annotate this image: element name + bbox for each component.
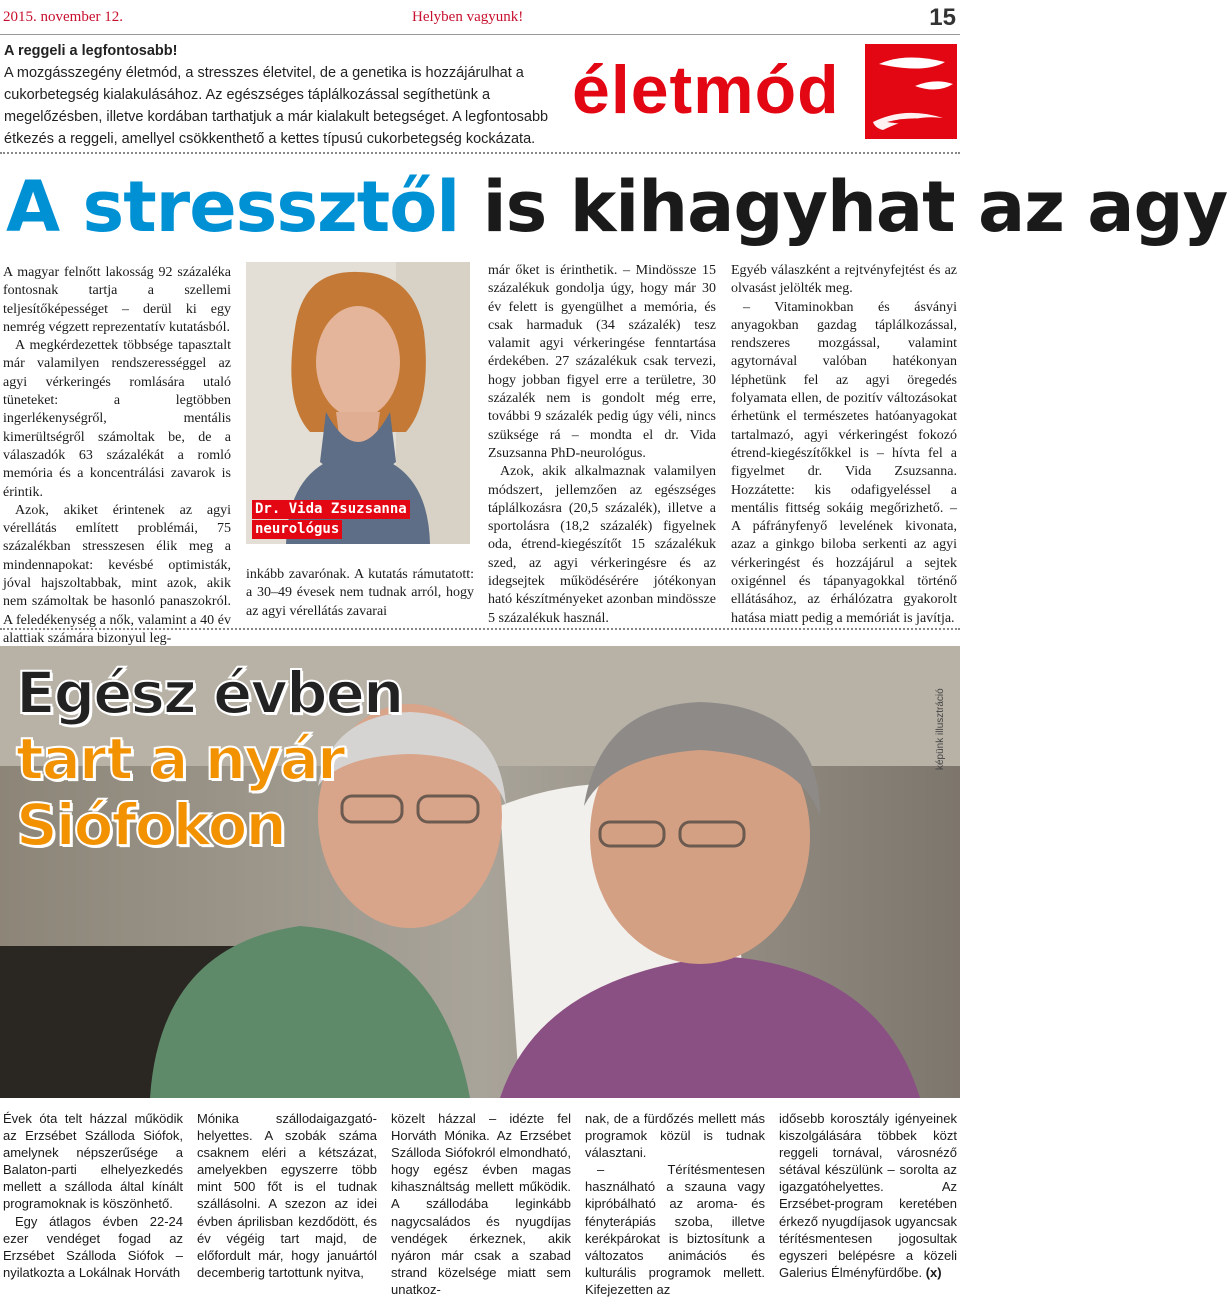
article2-column-1: [3, 1110, 183, 1281]
paragraph: Azok, akiket érintenek az agyi vérellátás említett problémái, 75 százalékban stresszesen élik meg a mindennapokat: kevésbé optimisták, jóval hajszoltabbak, mint azok, akik nem számoltak be hasonló panaszokról. A feledékenység a nők, valamint a 40 év alattiak számára bizonyul leg-: [3, 502, 231, 646]
paragraph: Évek óta telt házzal működik az Erzsébet Szálloda Siófok, amelynek népszerűsége a Balaton-parti elhelyezkedés mellett a szálloda által kínált programoknak is köszönhető.: [3, 1111, 183, 1212]
intro-block: [4, 40, 560, 150]
article1-column-4: [731, 262, 957, 628]
paragraph: Azok, akik alkalmaznak valamilyen módszert, jellemzően az egészséges táplálkozásra (20,5 százalék), illetve a sportolásra (18,2 százalék) figyelnek oda, étrend-kiegészítőt 15 százalékuk szed, az agyi vérkeringésre és az idegsejtek működésérére jótékonyan ható készítményeket azonban mindössze 5 százalékuk használ.: [488, 464, 716, 626]
section-logo-text: életmód: [572, 52, 840, 128]
paragraph: Egyéb válaszként a rejtvényfejtést és az olvasást jelölték meg.: [731, 263, 957, 297]
paragraph: – Térítésmentesen használható a szauna vagy kipróbálható az aroma- és fényterápiás szoba, illetve kerékpárokat is biztosítunk a változatos animációs és kulturális programok mellett. Kifejezetten az: [585, 1162, 765, 1297]
page-header: [0, 0, 960, 36]
article2-column-2: [197, 1110, 377, 1281]
article2-title: [16, 660, 402, 858]
page-number: 15: [929, 4, 956, 31]
article2-column-3: [391, 1110, 571, 1298]
article2-column-4: [585, 1110, 765, 1298]
header-divider: [0, 34, 960, 35]
headline-part-black: is kihagyhat az agy: [459, 166, 1227, 248]
paragraph-text: idősebb korosztály igényeinek kiszolgálására többek közt reggeli tornával, városnéző sétával készülünk – sorolta az igazgatóhelyettes. Az Erzsébet-program keretében érkező nyugdíjasok ugyancsak térítésmentesen jogosultak egyszeri belépésre a közeli Galerius Élményfürdőbe.: [779, 1111, 957, 1280]
article-divider: [0, 628, 960, 630]
intro-text: A mozgásszegény életmód, a stresszes életvitel, de a genetika is hozzájárulhat a cukorbetegség kialakulásához. Az egészséges táplálkozással segíthetünk a megelőzésben, illetve kordában tarthatjuk a már kialakult betegséget. A legfontosabb étkezés a reggeli, amellyel csökkenthető a kettes típusú cukorbetegség kockázata.: [4, 65, 549, 147]
section-name: Helyben vagyunk!: [412, 9, 524, 25]
paragraph: [779, 1110, 957, 1281]
paragraph: közelt házzal – idézte fel Horváth Mónika. Az Erzsébet Szálloda Siófokról elmondható, hogy egész évben magas kihasználtság mellett működik. A szállodába leginkább nagycsaládos és nyugdíjas vendégek érkeznek, akik nyáron már csak a szabad strand közelsége miatt sem unatkoz-: [391, 1111, 571, 1297]
article1-column-1: [3, 264, 231, 648]
paragraph: A megkérdezettek többsége tapasztalt már valamilyen rendszerességgel az agyi vérkeringés romlására utaló tüneteket: a legtöbben ingerlékenységről, mentális kimerültségről számoltak be, de a válaszadók 63 százalékát a romló memória és a koncentrálási zavarok is érintik.: [3, 338, 231, 500]
title-line-2: tart a nyár: [16, 725, 344, 793]
intro-lead: A reggeli a legfontosabb!: [4, 43, 178, 59]
title-line-3: Siófokon: [16, 791, 285, 859]
paragraph: – Vitaminokban és ásványi anyagokban gazdag táplálkozással, rendszeres mozgással, valamint agytornával valóban hatékonyan léphetünk fel az agyi öregedés folyamata ellen, de pozitív változásokat érhetünk el természetes hatóanyagokat tartalmazó, agyi vérkeringést fokozó étrend-kiegészítőkkel is – hívta fel a figyelmet dr. Vida Zsuzsanna. Hozzátette: kis odafigyeléssel a mentális fittség sokáig megőrizhető. – A páfrányfenyő levelének kivonata, azaz a ginkgo biloba serkenti az agyi vérkeringést és hozzájárul a sejtek oxigénnel és tápanyagokkal történő ellátásához, az érhálózatra gyakorolt hatása miatt pedig a memóriát is javítja.: [731, 299, 957, 626]
issue-date: 2015. november 12.: [3, 9, 123, 25]
intro-divider: [0, 152, 960, 154]
paragraph: Mónika szállodaigazgató-helyettes. A szobák száma csaknem eléri a kétszázat, amelyekben egyszerre több mint 500 főt is el tudnak szállásolni. A szezon az idei évben áprilisban kezdődött, és év végéig tart majd, de előfordult már, hogy januártól decemberig tartottunk nyitva,: [197, 1111, 377, 1280]
signoff: (x): [925, 1264, 942, 1280]
headline-part-blue: A stressztől: [6, 166, 460, 248]
portrait-caption: [252, 500, 410, 540]
photo-credit: képünk illusztráció: [935, 688, 946, 770]
title-line-1: Egész évben: [16, 659, 403, 727]
caption-name: Dr. Vida Zsuzsanna: [252, 500, 410, 519]
lips-logo-icon: [865, 44, 957, 139]
paragraph: már őket is érinthetik. – Mindössze 15 százalékuk gondolja úgy, hogy már 30 év felett is gyengülhet a memória, és csak harmaduk (34 százalék) tesz valamit agyi vérkeringése fenntartása érdekében. 27 százalékuk csak tervezi, hogy jobban figyel erre a területre, 30 százalék nem is gondolt még erre, további 9 százalék pedig úgy véli, nincs szüksége rá – mondta el dr. Vida Zsuzsanna PhD-neurológus.: [488, 263, 716, 461]
paragraph: A magyar felnőtt lakosság 92 százaléka fontosnak tartja a szellemi teljesítőképességet – derül ki egy nemrég végzett reprezentatív kutatásból.: [3, 265, 231, 335]
article2-column-5: [779, 1110, 957, 1281]
paragraph: Egy átlagos évben 22-24 ezer vendéget fogad az Erzsébet Szálloda Siófok – nyilatkozta a Lokálnak Horváth: [3, 1213, 183, 1280]
article1-column-2: [246, 566, 474, 621]
caption-title: neurológus: [252, 520, 342, 539]
article1-column-3: [488, 262, 716, 628]
paragraph: inkább zavarónak. A kutatás rámutatott: a 30–49 évesek nem tudnak arról, hogy az agyi vérellátás zavarai: [246, 567, 474, 619]
article-headline: [6, 160, 1227, 255]
paragraph: nak, de a fürdőzés mellett más programok közül is tudnak választani.: [585, 1111, 765, 1161]
